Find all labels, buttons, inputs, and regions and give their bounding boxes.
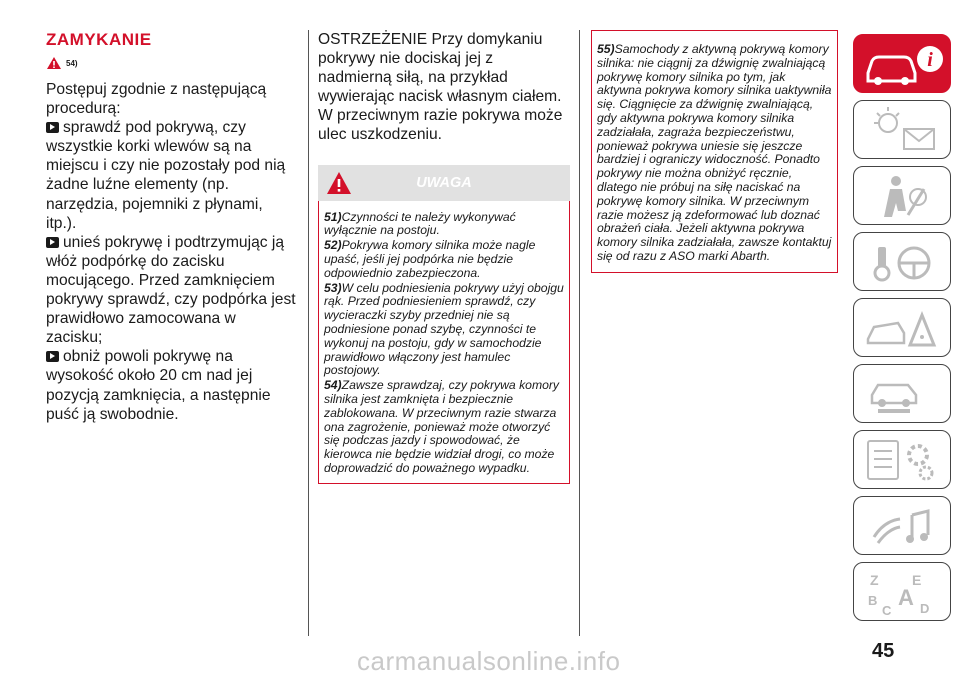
- tab-car-info[interactable]: [853, 34, 951, 93]
- column-divider: [308, 30, 309, 636]
- car-info-icon: [854, 35, 952, 94]
- tab-technical-data[interactable]: [853, 430, 951, 489]
- bullet-arrow-icon: [46, 351, 59, 362]
- svg-text:B: B: [868, 593, 878, 608]
- tab-multimedia[interactable]: [853, 496, 951, 555]
- warning-ref-number: 54): [66, 58, 78, 68]
- emergency-triangle-icon: [854, 299, 952, 358]
- tab-safety[interactable]: [853, 166, 951, 225]
- warning-triangle-icon: [46, 56, 62, 70]
- intro-text: Postępuj zgodnie z następującą procedurą:: [46, 81, 267, 118]
- svg-text:i: i: [927, 49, 933, 71]
- bullet-arrow-icon: [46, 122, 59, 133]
- multimedia-icon: [854, 497, 952, 556]
- warning-box: [318, 201, 570, 484]
- page-number: 45: [872, 640, 895, 662]
- right-column: [591, 30, 838, 273]
- tab-maintenance[interactable]: [853, 364, 951, 423]
- warning-header: [318, 165, 570, 201]
- svg-text:Z: Z: [870, 572, 879, 588]
- warning-item: 52)Pokrywa komory silnika może nagle upaść, jeśli jej podpórka nie będzie odpowiednio zabezpieczona.: [324, 238, 536, 280]
- warning-item: 53)W celu podniesienia pokrywy użyj obojgu rąk. Przed podniesieniem sprawdź, czy wycieraczki szyby przedniej nie są podniesione ponad szybę, czynności te wykonuj na postoju, gdy w samochodzie prawidłowo włączony jest hamulec postojowy.: [324, 280, 564, 378]
- warning-item: 51)Czynności te należy wykonywać wyłącznie na postoju.: [324, 209, 516, 238]
- maintenance-gears-icon: [854, 431, 952, 490]
- tab-warning-lights[interactable]: [853, 100, 951, 159]
- tab-index[interactable]: [853, 562, 951, 621]
- section-heading: ZAMYKANIE: [46, 30, 152, 49]
- index-abc-icon: [854, 563, 952, 622]
- tab-starting-driving[interactable]: [853, 232, 951, 291]
- bullet-arrow-icon: [46, 237, 59, 248]
- svg-text:D: D: [920, 601, 930, 616]
- step-item: unieś pokrywę i podtrzymując ją włóż podpórkę do zacisku mocującego. Przed zamknięciem pokrywy sprawdź, czy podpórka jest prawidłowo zamocowana w zacisku;: [46, 233, 296, 347]
- airbag-seatbelt-icon: [854, 167, 952, 226]
- warning-lights-icon: [854, 101, 952, 160]
- middle-column: [318, 30, 570, 484]
- car-lift-icon: [854, 365, 952, 424]
- warning-item: 54)Zawsze sprawdzaj, czy pokrywa komory silnika jest zamknięta i bezpiecznie zablokowana. W przeciwnym razie stwarza ona zagrożenie, ponieważ może otworzyć się podczas jazdy i spowodować, że kierowca nie będzie widział drogi, co może doprowadzić do poważnego wypadku.: [324, 378, 560, 475]
- tab-emergency[interactable]: [853, 298, 951, 357]
- caution-note: OSTRZEŻENIE Przy domykaniu pokrywy nie dociskaj jej z nadmierną siłą, na przykład wywierając nacisk własnym ciałem. W przeciwnym razie pokrywa może ulec uszkodzeniu.: [318, 31, 563, 144]
- key-steering-wheel-icon: [854, 233, 952, 292]
- svg-text:C: C: [882, 603, 892, 618]
- warning-title: UWAGA: [416, 174, 472, 191]
- svg-text:A: A: [898, 585, 914, 610]
- svg-text:E: E: [912, 572, 922, 588]
- warning-reference: [46, 56, 296, 70]
- left-column: [46, 30, 296, 424]
- watermark: carmanualsonline.info: [357, 646, 621, 676]
- step-item: obniż powoli pokrywę na wysokość około 20 cm nad jej pozycją zamknięcia, a następnie puść ją swobodnie.: [46, 348, 271, 423]
- column-divider: [579, 30, 580, 636]
- warning-box: 55)Samochody z aktywną pokrywą komory silnika: nie ciągnij za dźwignię zwalniającą pokrywę komory silnika po tym, jak aktywna pokrywa komory silnika uaktywniła się. Ciągnięcie za dźwignię zwalniającą, gdy aktywna pokrywa komory silnika zadziałała, zagraża bezpieczeństwu, ponieważ pokrywa uniesie się jeszcze bardziej i ograniczy widoczność. Ponadto pokrywy nie można obniżyć ręcznie, dlatego nie próbuj na siłę naciskać na pokrywę komory silnika. W przeciwnym razie możesz ją zdeformować lub doznać obrażeń ciała. Jeżeli aktywna pokrywa komory silnika zadziałała, zawsze kontaktuj się od razu z ASO marki Abarth.: [591, 30, 838, 273]
- step-item: sprawdź pod pokrywą, czy wszystkie korki wlewów są na miejscu i czy nie pozostały pod nią żadne luźne elementy (np. narzędzia, pojemniki z płynami, itp.).: [46, 119, 286, 232]
